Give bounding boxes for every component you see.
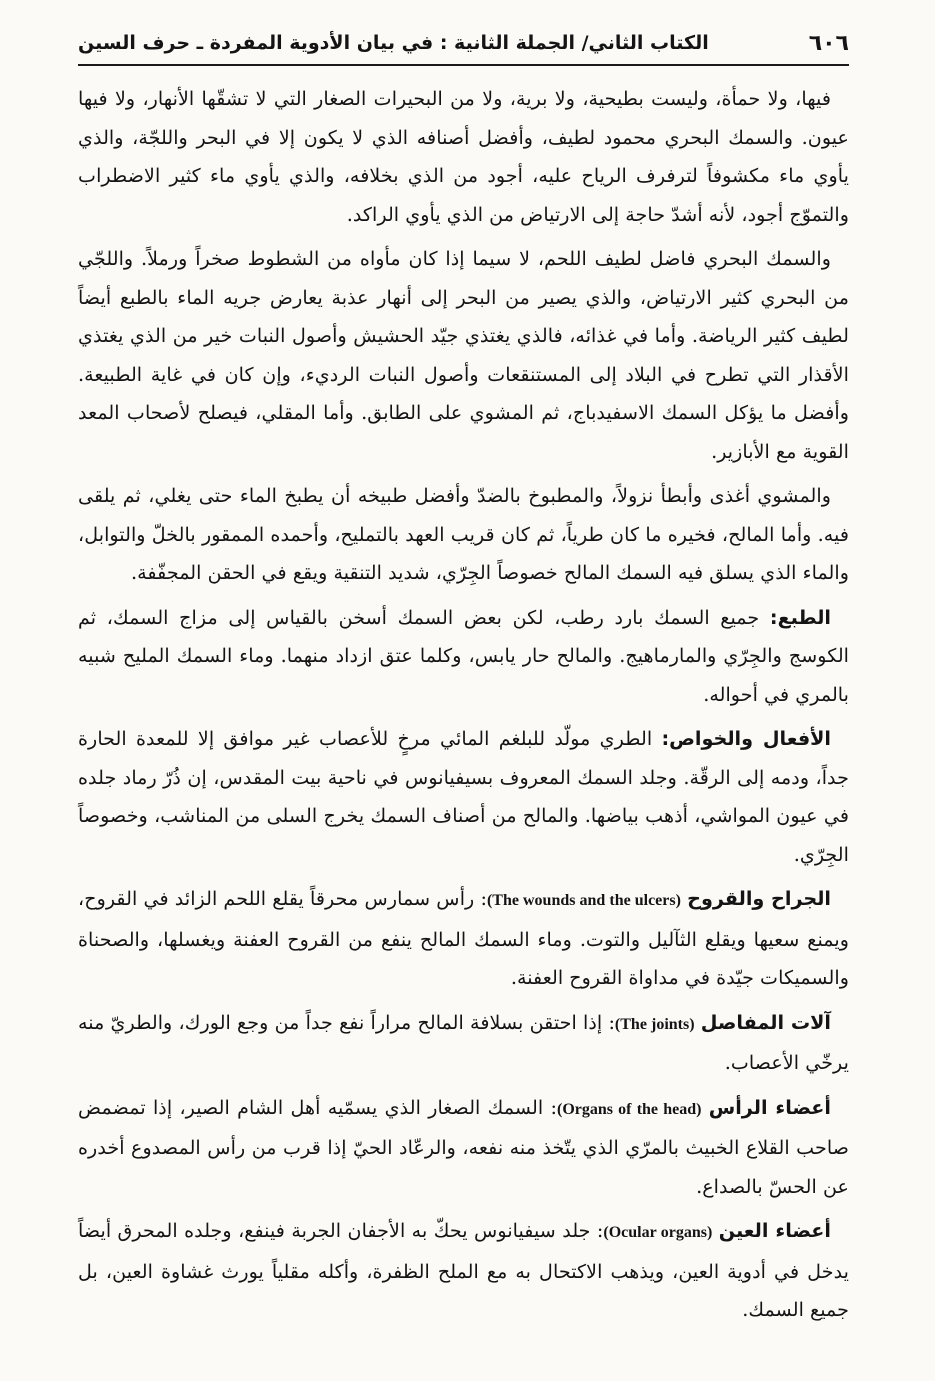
page-header <box>78 22 849 66</box>
paragraph-eyes <box>78 1212 849 1330</box>
section-heading: آلات المفاصل <box>700 1010 831 1034</box>
page-body <box>78 80 849 1336</box>
paragraph-text: : رأس سمارس محرقاً يقلع اللحم الزائد في القروح، ويمنع سعيها ويقلع الثآليل والتوت. وماء السمك المالح ينفع من القروح العفنة ويغسلها، والصحناة والسميكات جيّدة في مداواة القروح العفنة. <box>78 887 849 989</box>
paragraph-text: والمشوي أغذى وأبطأ نزولاً، والمطبوخ بالضدّ وأفضل طبيخه أن يطبخ الماء حتى يغلي، ثم يلقى فيه. وأما المالح، فخيره ما كان طرياً، ثم كان قريب العهد بالتمليح، وأحمده الممقور بالخلّ والتوابل، والماء الذي يسلق فيه السمك المالح خصوصاً الجِرّي، شديد التنقية ويقع في الحقن المجفّفة. <box>78 484 849 584</box>
section-heading-english: (The joints) <box>614 1015 695 1033</box>
paragraph-nature <box>78 599 849 715</box>
running-title: الكتاب الثاني/ الجملة الثانية : في بيان الأدوية المفردة ـ حرف السين <box>78 32 709 54</box>
paragraph-text: : السمك الصغار الذي يسمّيه أهل الشام الصير، إذا تمضمض صاحب القلاع الخبيث بالمرّي الذي يتّخذ منه نفعه، والرعّاد الحيّ إذا قرب من رأس المصدوع أخدره عن الحسّ بالصداع. <box>78 1095 849 1198</box>
paragraph-joints <box>78 1004 849 1083</box>
section-heading-english: (Organs of the head) <box>556 1100 702 1118</box>
paragraph <box>78 477 849 593</box>
section-heading-english: (The wounds and the ulcers) <box>486 892 681 909</box>
section-heading: الأفعال والخواص: <box>661 727 832 750</box>
paragraph <box>78 80 849 234</box>
paragraph-text: : جلد سيفيانوس يحكّ به الأجفان الجربة فينفع، وجلده المحرق أيضاً يدخل في أدوية العين، ويذهب الاكتحال به مع الملح الظفرة، وأكله مقلياً يورث غشاوة العين، بل جميع السمك. <box>78 1219 849 1321</box>
section-heading: أعضاء العين <box>718 1219 831 1242</box>
paragraph-wounds <box>78 880 849 998</box>
paragraph-text: والسمك البحري فاضل لطيف اللحم، لا سيما إذا كان مأواه من الشطوط صخراً ورملاً. واللجّي من البحري كثير الارتياض، والذي يصير من البحر إلى أنهار عذبة يعارض جريه الماء بالطبع أيضاً لطيف كثير الرياضة. وأما في غذائه، فالذي يغتذي جيّد الحشيش وأصول النبات خير من الذي يغتذي الأقذار التي تطرح في البلاد إلى المستنقعات وأصول النبات الرديء، وإن كان في غاية الطبيعة. وأفضل ما يؤكل السمك الاسفيدباج، ثم المشوي على الطابق. وأما المقلي، فيصلح لأصحاب المعد القوية مع الأبازير. <box>78 247 849 463</box>
paragraph-actions <box>78 720 849 874</box>
section-heading: أعضاء الرأس <box>708 1095 831 1119</box>
section-heading-english: (Ocular organs) <box>603 1224 713 1241</box>
section-heading: الجراح والقروح <box>687 887 832 910</box>
section-heading: الطبع: <box>769 605 831 629</box>
paragraph-text: : إذا احتقن بسلافة المالح مراراً نفع جداً من وجع الورك، والطريّ منه يرخّي الأعصاب. <box>78 1010 849 1074</box>
paragraph <box>78 240 849 471</box>
paragraph-text: جميع السمك بارد رطب، لكن بعض السمك أسخن بالقياس إلى مزاج السمك، ثم الكوسج والجِرّي والمارماهيج. والمالح حار يابس، وكلما عتق ازداد منهما. وماء السمك المليح شبيه بالمري في أحواله. <box>78 605 849 706</box>
paragraph-text: الطري مولّد للبلغم المائي مرخٍ للأعصاب غير موافق إلا للمعدة الحارة جداً، ودمه إلى الرقّة. وجلد السمك المعروف بسيفيانوس في ناحية بيت المقدس، إن ذُرّ رماد جلده في عيون المواشي، أذهب بياضها. والمالح من أصناف السمك يخرج السلى من المناشب، وخصوصاً الجِرّي. <box>78 727 849 866</box>
paragraph-head <box>78 1089 849 1207</box>
paragraph-text: فيها، ولا حمأة، وليست بطيحية، ولا برية، ولا من البحيرات الصغار التي لا تشقّها الأنهار، ولا فيها عيون. والسمك البحري محمود لطيف، وأفضل أصنافه الذي لا يكون إلا في البحر واللجّة، والذي يأوي ماء مكشوفاً لترفرف الرياح عليه، أجود من الذي بخلافه، والذي يأوي ماء كثير الاضطراب والتموّج أجود، لأنه أشدّ حاجة إلى الارتياض من الذي يأوي الراكد. <box>78 87 849 226</box>
page-number: ٦٠٦ <box>808 30 849 56</box>
